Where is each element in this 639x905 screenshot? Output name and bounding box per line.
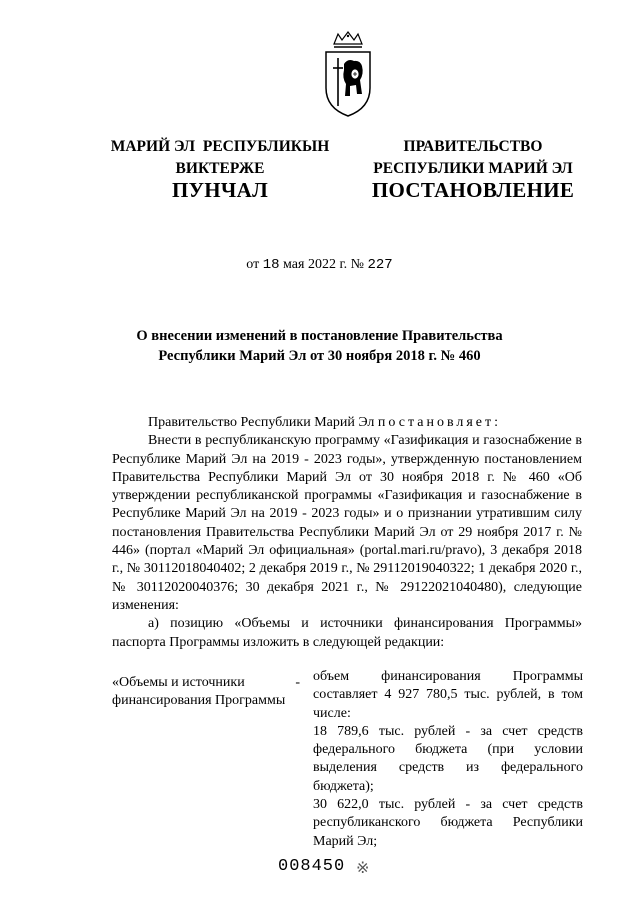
- funding-item: 30 622,0 тыс. рублей - за счет средств республиканского бюджета Республики Марий Эл;: [313, 797, 583, 849]
- decree-number: 227: [367, 257, 393, 273]
- table-left-cell: [112, 674, 302, 711]
- opening-paragraph: [112, 414, 582, 432]
- date-and-number: [0, 257, 639, 273]
- table-right-cell: [313, 668, 583, 851]
- opening-verb: постановляет:: [377, 415, 502, 430]
- doc-type-russian: ПОСТАНОВЛЕНИЕ: [371, 178, 575, 202]
- coat-of-arms-icon: [322, 30, 374, 118]
- paragraph-2: а) позицию «Объемы и источники финансирования Программы» паспорта Программы изложить в следующей редакции:: [112, 616, 582, 650]
- opening-subject: Правительство Республики Марий Эл: [148, 415, 375, 430]
- left-header-line2: ВИКТЕРЖЕ: [175, 160, 265, 177]
- paragraph-1: Внести в республиканскую программу «Газификация и газоснабжение в Республике Марий Эл на 2019 - 2023 годы», утвержденную постановлением Правительства Республики Марий Эл от 30 ноября 2018 г. № 460 «Об утверждении республиканской программы «Газификация и газоснабжение в Республике Марий Эл на 2019 - 2023 годы» и о признании утратившим силу постановления Правительства Республики Марий Эл от 29 ноября 2017 г. № 446» (портал «Марий Эл официальная» (portal.mari.ru/pravo), 3 декабря 2018 г., № 30112018040402; 2 декабря 2019 г., № 29112019040322; 1 декабря 2020 г., № 30112020040376; 30 декабря 2021 г., № 29122021040480), следующие изменения:: [112, 433, 582, 613]
- serial-mark-icon: ※: [356, 860, 370, 877]
- title-line1: О внесении изменений в постановление Правительства: [136, 328, 503, 344]
- funding-label: «Объемы и источники финансирования Программы: [112, 675, 286, 709]
- serial-number: 008450: [278, 857, 346, 876]
- right-header-line1: ПРАВИТЕЛЬСТВО: [403, 138, 543, 155]
- title-line2: Республики Марий Эл от 30 ноября 2018 г. № 460: [158, 348, 481, 364]
- date-day: 18: [262, 257, 280, 273]
- right-header-line2: РЕСПУБЛИКИ МАРИЙ ЭЛ: [373, 160, 573, 177]
- republic-name-mari: [100, 136, 340, 180]
- decree-title: [60, 326, 579, 366]
- government-name: [355, 136, 591, 180]
- label-dash: -: [295, 675, 300, 690]
- funding-item: 18 789,6 тыс. рублей - за счет средств федерального бюджета (при условии выделения средств из федерального бюджета);: [313, 723, 583, 794]
- funding-item: объем финансирования Программы составляет 4 927 780,5 тыс. рублей, в том числе:: [313, 669, 583, 721]
- date-month-year: мая 2022 г. №: [283, 257, 364, 272]
- left-header-line1: МАРИЙ ЭЛ РЕСПУБЛИКЫН: [110, 138, 330, 155]
- date-prefix: от: [246, 257, 260, 272]
- decree-body: [112, 414, 582, 652]
- doc-type-mari: ПУНЧАЛ: [171, 178, 269, 202]
